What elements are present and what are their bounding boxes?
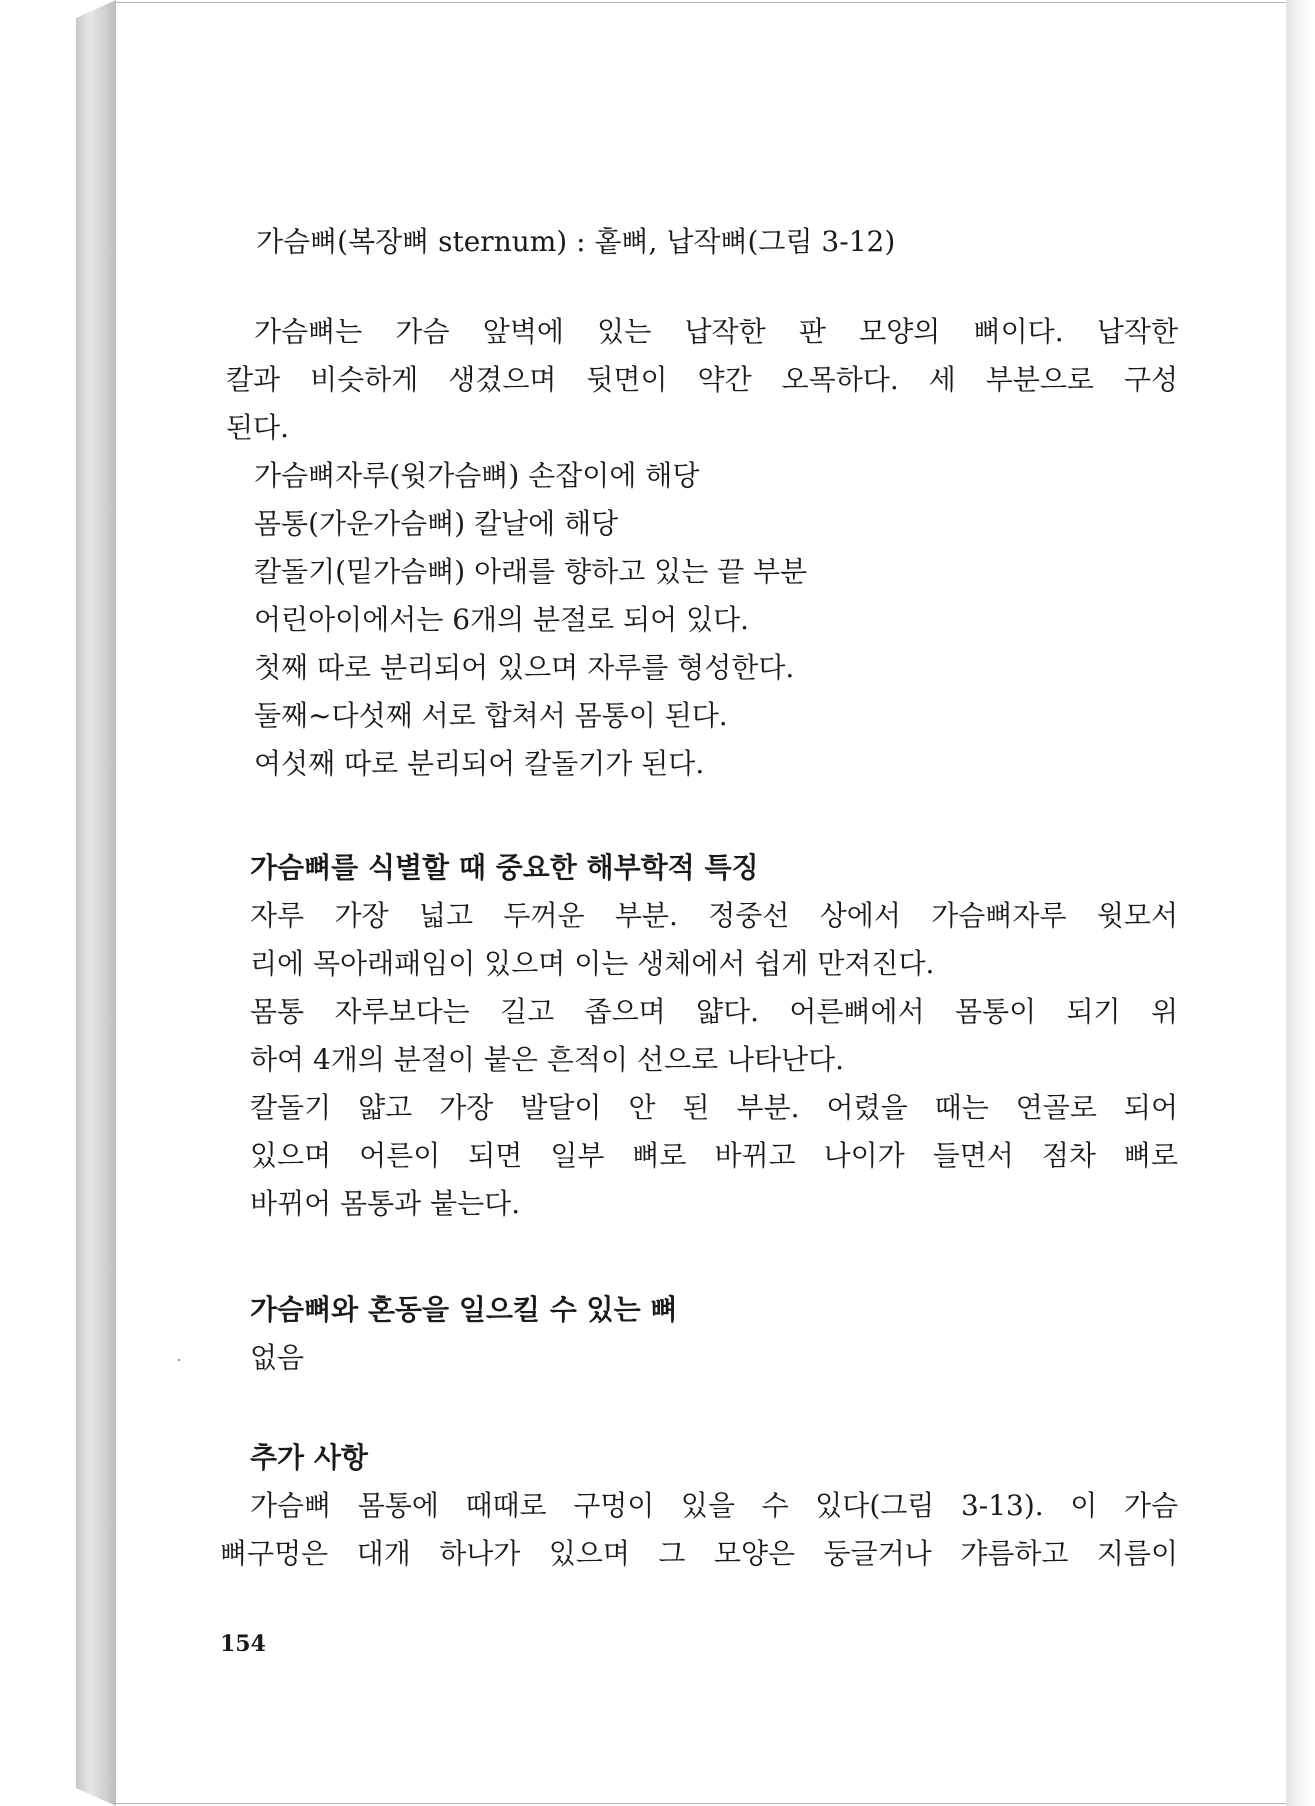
intro-line-1: 가슴뼈는 가슴 앞벽에 있는 납작한 판 모양의 뼈이다. 납작한: [254, 315, 1178, 348]
section-title-additional: 추가 사항: [250, 1441, 368, 1474]
part-segment-2-5: 둘째~다섯째 서로 합쳐서 몸통이 된다.: [254, 699, 728, 732]
part-handle: 가슴뼈자루(윗가슴뼈) 손잡이에 해당: [254, 459, 700, 492]
page-number: 154: [220, 1631, 266, 1657]
book-spine: [76, 0, 116, 1806]
identification-line-1: 자루 가장 넓고 두꺼운 부분. 정중선 상에서 가슴뼈자루 윗모서: [250, 899, 1178, 932]
intro-line-2: 칼과 비슷하게 생겼으며 뒷면이 약간 오목하다. 세 부분으로 구성: [226, 363, 1178, 396]
identification-line-3: 몸통 자루보다는 길고 좁으며 얇다. 어른뼈에서 몸통이 되기 위: [250, 995, 1178, 1028]
identification-line-5: 칼돌기 얇고 가장 발달이 안 된 부분. 어렸을 때는 연골로 되어: [250, 1091, 1178, 1124]
identification-line-2: 리에 목아래패임이 있으며 이는 생체에서 쉽게 만져진다.: [250, 947, 935, 980]
part-body: 몸통(가운가슴뼈) 칼날에 해당: [254, 507, 619, 540]
section-title-identification: 가슴뼈를 식별할 때 중요한 해부학적 특징: [250, 851, 759, 884]
identification-line-4: 하여 4개의 분절이 붙은 흔적이 선으로 나타난다.: [250, 1043, 845, 1076]
section-title-confusion: 가슴뼈와 혼동을 일으킬 수 있는 뼈: [250, 1293, 678, 1326]
part-segment-1: 첫째 따로 분리되어 있으며 자루를 형성한다.: [254, 651, 795, 684]
page-edge-shadow: [1286, 0, 1315, 1806]
additional-line-2: 뼈구멍은 대개 하나가 있으며 그 모양은 둥글거나 갸름하고 지름이: [220, 1537, 1178, 1570]
section-heading: 가슴뼈(복장뼈 sternum) : 홑뼈, 납작뼈(그림 3-12): [256, 225, 896, 258]
scan-speck: [178, 1359, 180, 1361]
part-child-note: 어린아이에서는 6개의 분절로 되어 있다.: [254, 603, 750, 636]
part-xiphoid: 칼돌기(밑가슴뼈) 아래를 향하고 있는 끝 부분: [254, 555, 808, 588]
part-segment-6: 여섯째 따로 분리되어 칼돌기가 된다.: [254, 747, 705, 780]
book-page: [116, 2, 1286, 1804]
identification-line-7: 바뀌어 몸통과 붙는다.: [250, 1187, 521, 1220]
confusion-line-1: 없음: [250, 1341, 305, 1374]
intro-line-3: 된다.: [226, 411, 289, 444]
additional-line-1: 가슴뼈 몸통에 때때로 구멍이 있을 수 있다(그림 3-13). 이 가슴: [250, 1489, 1178, 1522]
identification-line-6: 있으며 어른이 되면 일부 뼈로 바뀌고 나이가 들면서 점차 뼈로: [250, 1139, 1178, 1172]
